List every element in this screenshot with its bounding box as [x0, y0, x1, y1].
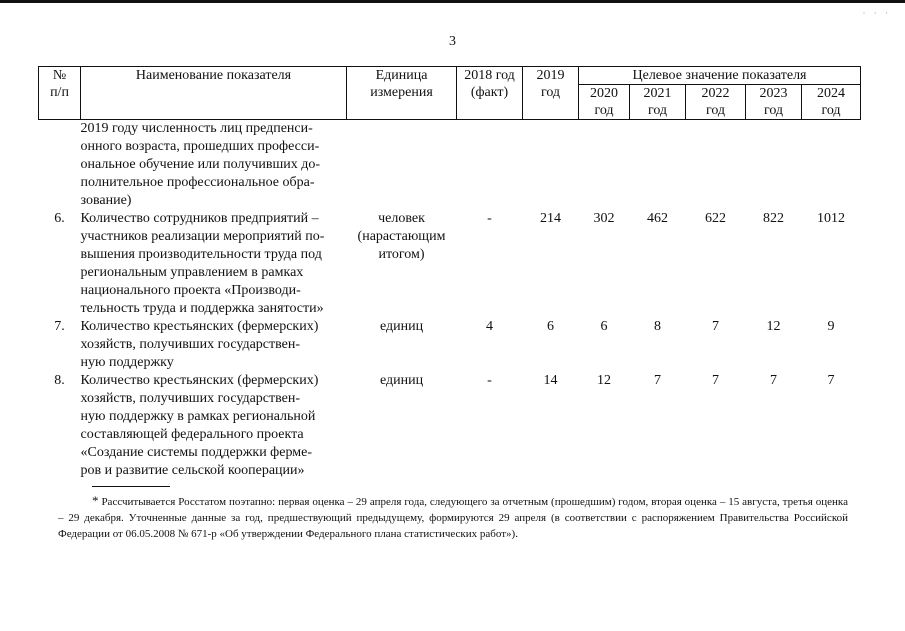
target-2023: 7 — [770, 373, 777, 388]
header-indicator-name: Наименование показателя — [81, 67, 347, 120]
target-2024: 1012 — [817, 211, 845, 226]
continuation-line: ональное обучение или получивших до- — [80, 157, 321, 172]
page-number: 3 — [449, 34, 456, 49]
indicator-name-line: тельность труда и поддержка занятости» — [80, 301, 324, 316]
target-2024: 7 — [827, 373, 835, 388]
table-body — [39, 120, 861, 481]
indicators-table — [38, 66, 861, 480]
value-2019: 14 — [543, 373, 558, 388]
indicator-name — [81, 372, 347, 480]
header-year-2024: 2024 год — [802, 85, 861, 120]
header-number: № п/п — [39, 67, 81, 120]
target-2021: 8 — [654, 319, 661, 334]
indicator-name-line: региональным управлением в рамках — [80, 265, 304, 280]
indicator-name-line: вышения производительности труда под — [80, 247, 322, 262]
header-2019: 2019 год — [523, 67, 579, 120]
target-2022: 622 — [705, 211, 726, 226]
unit-line: (нарастающим — [357, 229, 446, 244]
continuation-text — [81, 120, 347, 211]
indicator-name-line: ную поддержку — [80, 355, 174, 370]
target-2020: 6 — [600, 319, 608, 334]
unit — [347, 318, 457, 372]
indicator-name-line: Количество крестьянских (фермерских) — [80, 319, 319, 334]
target-2020: 302 — [593, 211, 615, 226]
table-row — [39, 318, 861, 372]
unit — [347, 210, 457, 318]
indicator-name-line: хозяйств, получивших государствен- — [80, 337, 301, 352]
table-header — [39, 67, 861, 120]
header-year-2022: 2022 год — [686, 85, 746, 120]
target-2022: 7 — [712, 373, 719, 388]
continuation-line: 2019 году численность лиц предпенси- — [80, 121, 313, 136]
footnote-text: Рассчитывается Росстатом поэтапно: первая оценка – 29 апреля года, следующего за отчетным (прошедшим) годом, вторая оценка – 15 августа, третья оценка – 29 декабря. Уточненные данные за год, предшествующий предыдущему, формируются 29 апреля (в соответствии с распоряжением Правительства Российской Федерации от 06.05.2008 № 671-р «Об утверждении Федерального плана статистических работ»). — [58, 496, 848, 540]
target-2021: 462 — [647, 211, 668, 226]
continuation-line: зование) — [80, 193, 132, 208]
value-2019: 6 — [547, 319, 554, 334]
target-2024: 9 — [827, 319, 835, 334]
indicator-name-line: Количество крестьянских (фермерских) — [80, 373, 319, 388]
value-2018: - — [487, 211, 492, 226]
table-row-continuation — [39, 120, 861, 211]
unit-line: единиц — [379, 319, 424, 334]
indicator-name — [81, 318, 347, 372]
header-year-2020: 2020 год — [579, 85, 630, 120]
page-top-edge — [0, 0, 905, 3]
indicator-name-line: национального проекта «Производи- — [80, 283, 301, 298]
header-target-value: Целевое значение показателя — [579, 67, 861, 85]
target-2023: 12 — [766, 319, 781, 334]
header-2018-fact: 2018 год (факт) — [457, 67, 523, 120]
continuation-line: онного возраста, прошедших професси- — [80, 139, 320, 154]
scan-specks: · · · — [862, 8, 891, 18]
row-number: 8. — [54, 373, 65, 388]
indicator-name-line: ров и развитие сельской кооперации» — [80, 463, 305, 478]
footnote-separator — [92, 486, 170, 487]
indicator-name-line: «Создание системы поддержки ферме- — [80, 445, 312, 460]
footnote — [58, 493, 848, 542]
unit-line: человек — [378, 211, 425, 226]
target-2022: 7 — [712, 319, 719, 334]
target-2020: 12 — [597, 373, 611, 388]
indicator-name-line: участников реализации мероприятий по- — [80, 229, 325, 244]
continuation-line: полнительное профессиональное обра- — [80, 175, 315, 190]
footnote-star: * — [92, 493, 99, 508]
target-2023: 822 — [763, 211, 784, 226]
unit-line: единиц — [379, 373, 424, 388]
value-2018: 4 — [486, 319, 493, 334]
indicator-name-line: хозяйств, получивших государствен- — [80, 391, 301, 406]
unit — [347, 372, 457, 480]
row-number: 6. — [54, 211, 65, 226]
target-2021: 7 — [654, 373, 661, 388]
table-row — [39, 210, 861, 318]
header-year-2023: 2023 год — [746, 85, 802, 120]
indicator-name — [81, 210, 347, 318]
row-number: 7. — [54, 319, 65, 334]
value-2019: 214 — [540, 211, 561, 226]
indicator-name-line: Количество сотрудников предприятий – — [80, 211, 319, 226]
unit-line: итогом) — [378, 247, 425, 262]
value-2018: - — [487, 373, 492, 388]
indicator-name-line: составляющей федерального проекта — [80, 427, 304, 442]
table-row — [39, 372, 861, 480]
indicator-name-line: ную поддержку в рамках региональной — [80, 409, 316, 424]
header-unit: Единица измерения — [347, 67, 457, 120]
header-year-2021: 2021 год — [630, 85, 686, 120]
